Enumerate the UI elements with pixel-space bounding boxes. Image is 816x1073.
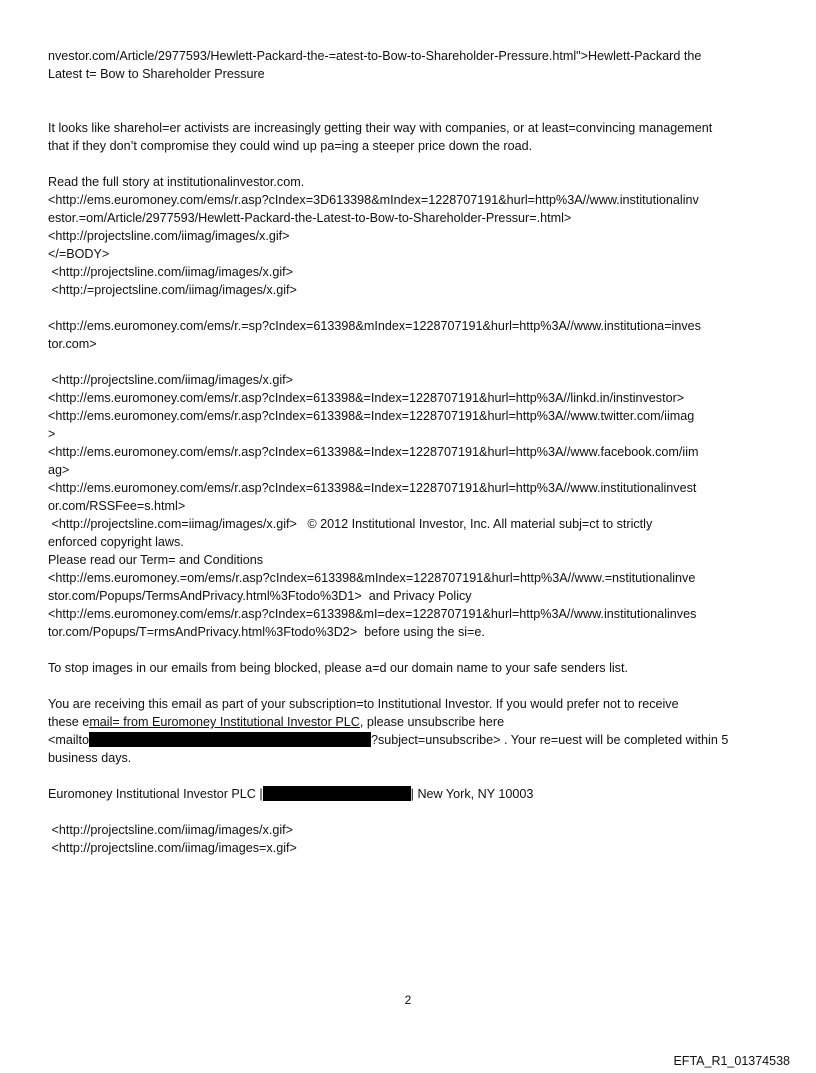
email-document-body xyxy=(48,47,772,875)
social-links-block xyxy=(48,371,772,641)
link-line: <http://projectsline.com/iimag/images/x.gif> xyxy=(48,823,293,837)
link-line: or.com/RSSFee=s.html> xyxy=(48,499,186,513)
intro-line: It looks like sharehol=er activists are increasingly getting their way with companies, or at least=convincing management xyxy=(48,121,713,135)
document-id: EFTA_R1_01374538 xyxy=(673,1054,790,1068)
headline-line: Latest t= Bow to Shareholder Pressure xyxy=(48,67,265,81)
link-line: stor.com/Popups/TermsAndPrivacy.html%3Ftodo%3D1> and Privacy Policy xyxy=(48,589,472,603)
safe-senders-paragraph xyxy=(48,659,772,677)
terms-line: Please read our Term= and Conditions xyxy=(48,553,264,567)
headline-line: nvestor.com/Article/2977593/Hewlett-Packard-the-=atest-to-Bow-to-Shareholder-Pressure.html">Hewlett-Packard the xyxy=(48,49,702,63)
link-line: </=BODY> xyxy=(48,247,110,261)
subscription-line: <mailto ?subject=unsubscribe> . Your re=uest will be completed within 5 xyxy=(48,733,729,747)
link-line: <http://projectsline.com/iimag/images/x.gif> xyxy=(48,229,290,243)
link-line: <http://projectsline.com/iimag/images/x.gif> xyxy=(48,373,293,387)
link-line: <http://projectsline.com/iimag/images=x.gif> xyxy=(48,841,297,855)
link-line: tor.com> xyxy=(48,337,97,351)
subscription-line: business days. xyxy=(48,751,132,765)
footer-images-block xyxy=(48,821,772,857)
headline-paragraph xyxy=(48,47,772,83)
copyright-line: <http://projectsline.com=iimag/images/x.gif> © 2012 Institutional Investor, Inc. All material subj=ct to strictly xyxy=(48,517,653,531)
link-line: <http://ems.euromoney.com/ems/r.asp?cIndex=3D613398&mIndex=1228707191&hurl=http%3A//www.institutionalinv xyxy=(48,193,699,207)
intro-line: that if they don’t compromise they could wind up pa=ing a steeper price down the road. xyxy=(48,139,533,153)
redaction-box xyxy=(89,732,371,747)
safe-senders-line: To stop images in our emails from being blocked, please a=d our domain name to your safe senders list. xyxy=(48,661,628,675)
link-line: <http://ems.euromoney.com/ems/r.=sp?cIndex=613398&mIndex=1228707191&hurl=http%3A//www.institutiona=inves xyxy=(48,319,701,333)
sender-name-underlined: mail= from Euromoney Institutional Investor PLC xyxy=(89,715,360,729)
link-line: > xyxy=(48,427,56,441)
address-line: Euromoney Institutional Investor PLC | | New York, NY 10003 xyxy=(48,787,534,801)
copyright-line: enforced copyright laws. xyxy=(48,535,184,549)
link-line: tor.com/Popups/T=rmsAndPrivacy.html%3Ftodo%3D2> before using the si=e. xyxy=(48,625,485,639)
link-line: <http://ems.euromoney.com/ems/r.asp?cIndex=613398&mI=dex=1228707191&hurl=http%3A//www.institutionalinves xyxy=(48,607,697,621)
link-line: <http://ems.euromoney.com/ems/r.asp?cIndex=613398&=Index=1228707191&hurl=http%3A//www.facebook.com/iim xyxy=(48,445,699,459)
link-line: ag> xyxy=(48,463,70,477)
subscription-line: these email= from Euromoney Institutional Investor PLC, please unsubscribe here xyxy=(48,715,505,729)
address-paragraph xyxy=(48,785,772,803)
link-line: <http://ems.euromoney.com/ems/r.asp?cIndex=613398&=Index=1228707191&hurl=http%3A//www.twitter.com/iimag xyxy=(48,409,695,423)
link-line: <http://ems.euromoney.=om/ems/r.asp?cIndex=613398&mIndex=1228707191&hurl=http%3A//www.=nstitutionalinve xyxy=(48,571,696,585)
link-line: <http://ems.euromoney.com/ems/r.asp?cIndex=613398&=Index=1228707191&hurl=http%3A//www.institutionalinvest xyxy=(48,481,697,495)
link-line: Read the full story at institutionalinvestor.com. xyxy=(48,175,305,189)
link-line: <http:/=projectsline.com/iimag/images/x.gif> xyxy=(48,283,297,297)
intro-paragraph xyxy=(48,119,772,155)
subscription-line: You are receiving this email as part of your subscription=to Institutional Investor. If you would prefer not to receive xyxy=(48,697,679,711)
redaction-box xyxy=(263,786,411,801)
link-line: estor.=om/Article/2977593/Hewlett-Packard-the-Latest-to-Bow-to-Shareholder-Pressur=.html> xyxy=(48,211,572,225)
read-full-story-block xyxy=(48,173,772,299)
page-number: 2 xyxy=(404,993,412,1007)
home-link-block xyxy=(48,317,772,353)
link-line: <http://ems.euromoney.com/ems/r.asp?cIndex=613398&=Index=1228707191&hurl=http%3A//linkd.in/instinvestor> xyxy=(48,391,685,405)
subscription-paragraph xyxy=(48,695,772,767)
link-line: <http://projectsline.com/iimag/images/x.gif> xyxy=(48,265,293,279)
